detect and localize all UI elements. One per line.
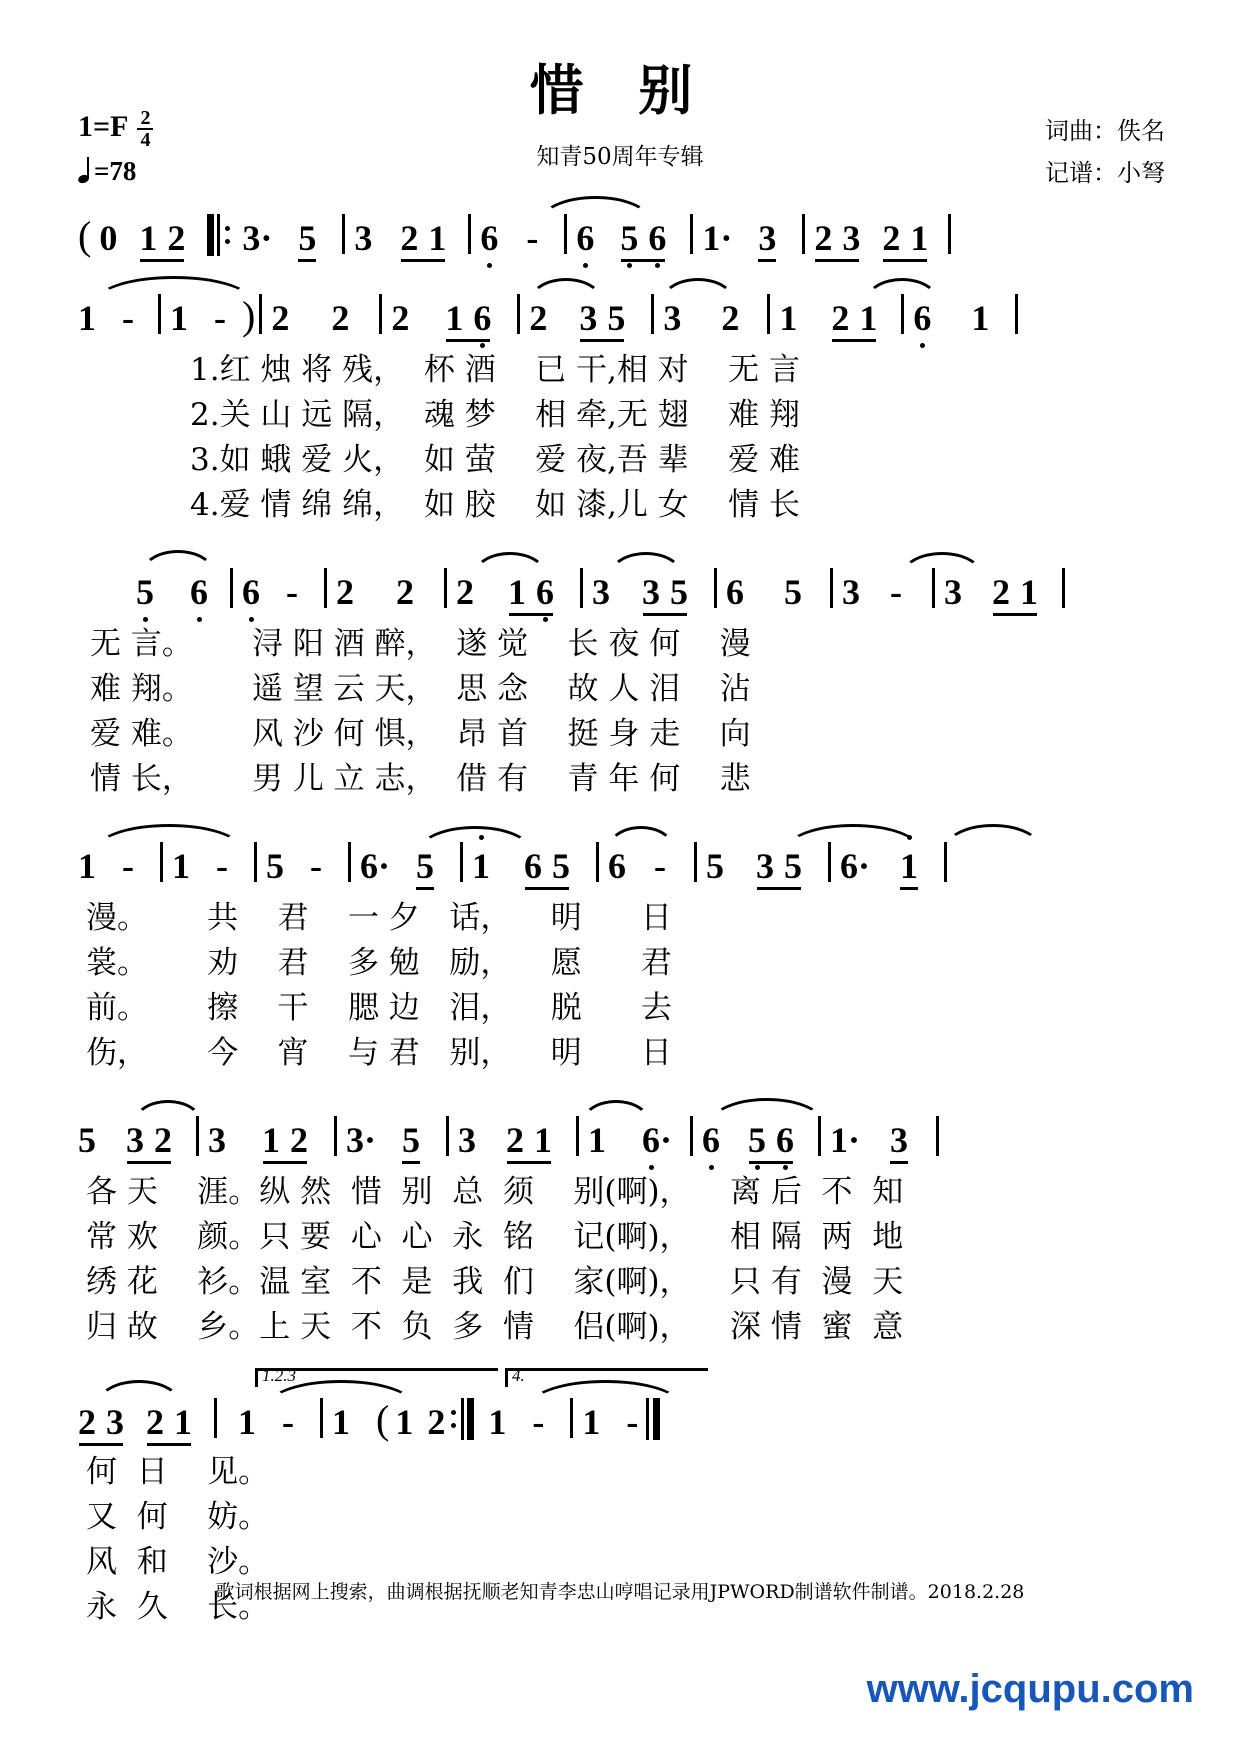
note: 1 xyxy=(900,846,919,886)
note: 2 xyxy=(400,218,419,258)
note: 1 xyxy=(779,298,798,338)
lyric-line: 常 欢 颜。只 要 心 心 永 铭 记(啊)， 相 隔 两 地 xyxy=(86,1219,904,1256)
note: 6 xyxy=(642,1120,661,1160)
beamed-note-group xyxy=(400,220,446,256)
phrase-close-paren: ) xyxy=(242,293,256,338)
note: 2 xyxy=(882,218,901,258)
note: 5 xyxy=(784,572,802,612)
barline xyxy=(468,214,471,254)
barline xyxy=(802,214,805,254)
note: 2 xyxy=(396,572,414,612)
lyric-line: 无 言。 浔 阳 酒 醉， 遂 觉 长 夜 何 漫 xyxy=(90,626,751,663)
augmentation-dot: · xyxy=(660,1120,673,1160)
music-system-1 xyxy=(0,192,1240,256)
note: 6 xyxy=(608,846,627,886)
repeat-ending-2-bracket xyxy=(505,1368,708,1387)
note: 1 xyxy=(1020,572,1038,612)
music-system-2 xyxy=(0,272,1240,528)
note: 3 xyxy=(126,1120,144,1160)
sustain-dash: - xyxy=(654,846,667,886)
sustain-dash: - xyxy=(216,846,228,886)
note: 6 xyxy=(190,572,208,612)
beamed-note-group xyxy=(642,574,688,610)
note: 6 xyxy=(776,1120,795,1160)
footer-note: 歌词根据网上搜索，曲调根据抚顺老知青李忠山哼唱记录用JPWORD制谱软件制谱。2018.2.28 xyxy=(215,1581,1025,1603)
music-system-4 xyxy=(0,820,1240,1076)
lyric-line: 1.红 烛 将 残， 杯 酒 已 干,相 对 无 言 xyxy=(190,352,800,389)
note: 6 xyxy=(913,298,932,338)
note: 3 xyxy=(890,1120,909,1160)
note: 3 xyxy=(579,298,598,338)
sheet-header xyxy=(0,0,1240,187)
note: 5 xyxy=(620,218,639,258)
barline xyxy=(259,294,262,334)
note: 1 xyxy=(702,218,721,258)
note: 1 xyxy=(582,1402,601,1442)
note: 2 xyxy=(331,298,350,338)
note: 2 xyxy=(271,298,290,338)
lyric-line: 爱 难。 风 沙 何 惧， 昂 首 挺 身 走 向 xyxy=(90,716,751,753)
note: 1 xyxy=(139,218,158,258)
sustain-dash: - xyxy=(214,298,226,338)
tempo-value: 78 xyxy=(109,156,137,186)
time-signature xyxy=(137,108,153,150)
note: 1 xyxy=(332,1402,350,1442)
credits-block xyxy=(1045,110,1165,194)
note: 2 xyxy=(391,298,410,338)
note: 3 xyxy=(663,298,682,338)
note: 1 xyxy=(588,1120,607,1160)
phrase-open-paren: ( xyxy=(376,1397,390,1442)
note: 2 xyxy=(167,218,186,258)
note: 6 xyxy=(242,572,260,612)
barline xyxy=(714,568,717,608)
note: 3 xyxy=(944,572,962,612)
note: 3 xyxy=(354,218,373,258)
note: 1 xyxy=(262,1120,280,1160)
note: 2 xyxy=(336,572,354,612)
note: 5 xyxy=(552,846,571,886)
note: 6 xyxy=(648,218,667,258)
note: 6 xyxy=(473,298,492,338)
sustain-dash: - xyxy=(310,846,322,886)
note: 2 xyxy=(721,298,740,338)
note: 1 xyxy=(488,1402,507,1442)
barline xyxy=(1062,568,1065,608)
lyrics-block-5 xyxy=(0,1170,1240,1350)
music-system-3 xyxy=(0,546,1240,802)
lyric-line: 伤， 今 宵 与 君 别， 明 日 xyxy=(86,1035,672,1072)
repeat-start-barline xyxy=(207,214,230,256)
note: 0 xyxy=(99,218,118,258)
note: 3 xyxy=(242,218,261,258)
tempo-marking xyxy=(78,156,153,187)
note: 1 xyxy=(238,1402,256,1442)
lyric-line: 情 长， 男 儿 立 志， 借 有 青 年 何 悲 xyxy=(90,761,751,798)
barline xyxy=(379,294,382,334)
beamed-note-group xyxy=(831,300,877,336)
note: 6 xyxy=(360,846,378,886)
sustain-dash: - xyxy=(122,298,134,338)
lyric-line: 4.爱 情 绵 绵， 如 胶 如 漆,儿 女 情 长 xyxy=(190,487,800,524)
note: 2 xyxy=(78,1402,96,1442)
barline xyxy=(830,568,833,608)
lyric-line: 各 天 涯。纵 然 惜 别 总 须 别(啊)， 离 后 不 知 xyxy=(86,1174,904,1211)
repeat-ending-2-label: 4. xyxy=(512,1366,525,1385)
lyric-line: 永 久 长。 xyxy=(86,1589,270,1626)
repeat-ending-1-label: 1.2.3 xyxy=(262,1366,296,1385)
augmentation-dot: · xyxy=(378,846,391,886)
barline xyxy=(580,568,583,608)
beamed-note-group xyxy=(882,220,928,256)
lyric-line: 何 日 见。 xyxy=(86,1454,270,1491)
lyric-line: 归 故 乡。上 天 不 负 多 情 侣(啊)， 深 情 蜜 意 xyxy=(86,1309,904,1346)
barline xyxy=(348,842,351,882)
note: 1 xyxy=(78,298,96,338)
note: 1 xyxy=(174,1402,192,1442)
note: 5 xyxy=(784,846,803,886)
note: 2 xyxy=(154,1120,172,1160)
barline xyxy=(767,294,770,334)
note: 2 xyxy=(290,1120,308,1160)
note: 2 xyxy=(814,218,833,258)
repeat-end-barline xyxy=(451,1398,474,1440)
lyric-line: 绣 花 衫。温 室 不 是 我 们 家(啊)， 只 有 漫 天 xyxy=(86,1264,904,1301)
tempo-equals: = xyxy=(94,156,110,186)
augmentation-dot: · xyxy=(260,218,273,258)
note: 3 xyxy=(208,1120,226,1160)
barline xyxy=(596,842,599,882)
music-system-5 xyxy=(0,1094,1240,1350)
barline xyxy=(690,1116,693,1156)
barline xyxy=(517,294,520,334)
credit-composer: 词曲：佚名 xyxy=(1045,117,1165,145)
note: 3 xyxy=(106,1402,124,1442)
note: 1 xyxy=(971,298,990,338)
lyric-line: 又 何 妨。 xyxy=(86,1499,270,1536)
augmentation-dot: · xyxy=(364,1120,377,1160)
lyrics-block-2 xyxy=(0,348,1240,528)
note: 2 xyxy=(506,1120,525,1160)
lyric-line: 2.关 山 远 隔， 魂 梦 相 牵,无 翅 难 翔 xyxy=(190,397,800,434)
time-signature-denominator: 4 xyxy=(140,129,151,151)
sustain-dash: - xyxy=(890,572,902,612)
barline xyxy=(690,214,693,254)
quarter-note-icon xyxy=(78,159,92,185)
note: 1 xyxy=(472,846,491,886)
note: 1 xyxy=(910,218,929,258)
beamed-note-group xyxy=(139,220,185,256)
note: 1 xyxy=(508,572,526,612)
sustain-dash: - xyxy=(532,1402,545,1442)
note: 5 xyxy=(78,1120,96,1160)
note: 6 xyxy=(524,846,543,886)
lyrics-block-3 xyxy=(0,622,1240,802)
lyric-line: 3.如 蛾 爱 火， 如 萤 爱 夜,吾 辈 爱 难 xyxy=(190,442,800,479)
note: 1 xyxy=(445,298,464,338)
augmentation-dot: · xyxy=(858,846,871,886)
note: 3 xyxy=(346,1120,364,1160)
sustain-dash: - xyxy=(286,572,298,612)
credit-transcriber: 记谱：小弩 xyxy=(1045,159,1165,187)
note: 1 xyxy=(172,846,190,886)
key-signature-value: F xyxy=(110,110,129,143)
note: 3 xyxy=(758,218,777,258)
lyric-line: 难 翔。 遥 望 云 天， 思 念 故 人 泪 沾 xyxy=(90,671,751,708)
note: 6 xyxy=(726,572,744,612)
barline xyxy=(214,1398,217,1438)
lyric-line: 裳。 劝 君 多 勉 励， 愿 君 xyxy=(86,945,672,982)
barline xyxy=(324,568,327,608)
note: 6 xyxy=(576,218,595,258)
phrase-open-paren: ( xyxy=(78,213,92,258)
note: 5 xyxy=(402,1120,421,1160)
beamed-note-group xyxy=(262,1122,308,1158)
time-signature-numerator: 2 xyxy=(137,108,153,130)
barline xyxy=(948,214,951,254)
note: 3 xyxy=(458,1120,477,1160)
barline xyxy=(254,842,257,882)
sustain-dash: - xyxy=(282,1402,294,1442)
note: 1 xyxy=(78,846,96,886)
note: 1 xyxy=(395,1402,414,1442)
note: 1 xyxy=(428,218,447,258)
note: 1 xyxy=(830,1120,849,1160)
barline xyxy=(444,568,447,608)
barline xyxy=(694,842,697,882)
note: 1 xyxy=(534,1120,553,1160)
barline xyxy=(1015,294,1018,334)
note: 2 xyxy=(456,572,474,612)
note: 5 xyxy=(416,846,435,886)
beamed-note-group xyxy=(146,1404,192,1440)
beamed-note-group xyxy=(506,1122,552,1158)
note: 3 xyxy=(642,572,660,612)
note: 6 xyxy=(840,846,859,886)
note: 2 xyxy=(146,1402,164,1442)
note: 6 xyxy=(480,218,499,258)
note: 2 xyxy=(427,1402,446,1442)
sustain-dash: - xyxy=(526,218,539,258)
beamed-note-group xyxy=(524,848,570,884)
note: 1 xyxy=(170,298,188,338)
sustain-dash: - xyxy=(122,846,134,886)
beamed-note-group xyxy=(748,1122,794,1158)
key-and-meter-block xyxy=(78,107,153,187)
barline xyxy=(446,1116,449,1156)
beamed-note-group xyxy=(620,220,666,256)
key-signature-label: 1= xyxy=(78,110,111,143)
note: 2 xyxy=(529,298,548,338)
note: 2 xyxy=(831,298,850,338)
lyrics-block-4 xyxy=(0,896,1240,1076)
beamed-note-group xyxy=(756,848,802,884)
note: 3 xyxy=(592,572,610,612)
barline xyxy=(342,214,345,254)
note: 2 xyxy=(992,572,1010,612)
note: 3 xyxy=(756,846,775,886)
augmentation-dot: · xyxy=(720,218,733,258)
note: 5 xyxy=(298,218,317,258)
beamed-note-group xyxy=(508,574,554,610)
note: 3 xyxy=(842,572,860,612)
barline xyxy=(576,1116,579,1156)
note: 6 xyxy=(536,572,554,612)
note: 5 xyxy=(748,1120,767,1160)
beamed-note-group xyxy=(126,1122,172,1158)
note: 5 xyxy=(607,298,626,338)
beamed-note-group xyxy=(814,220,860,256)
note: 6 xyxy=(702,1120,721,1160)
sustain-dash: - xyxy=(626,1402,639,1442)
barline xyxy=(334,1116,337,1156)
lyric-line: 前。 擦 干 腮 边 泪， 脱 去 xyxy=(86,990,672,1027)
page-title: 惜 别 xyxy=(529,59,711,122)
note: 5 xyxy=(706,846,725,886)
note: 5 xyxy=(670,572,688,612)
beamed-note-group xyxy=(78,1404,124,1440)
note: 5 xyxy=(266,846,284,886)
barline xyxy=(936,1116,939,1156)
barline xyxy=(651,294,654,334)
lyric-line: 风 和 沙。 xyxy=(86,1544,270,1581)
beamed-note-group xyxy=(579,300,625,336)
note: 3 xyxy=(842,218,861,258)
site-watermark: www.jcqupu.com xyxy=(866,1667,1194,1711)
page-subtitle: 知青50周年专辑 xyxy=(536,144,704,170)
barline xyxy=(230,568,233,608)
note: 1 xyxy=(859,298,878,338)
beamed-note-group xyxy=(992,574,1038,610)
augmentation-dot: · xyxy=(848,1120,861,1160)
beamed-note-group xyxy=(445,300,491,336)
lyric-line: 漫。 共 君 一 夕 话， 明 日 xyxy=(86,900,672,937)
note: 5 xyxy=(136,572,154,612)
